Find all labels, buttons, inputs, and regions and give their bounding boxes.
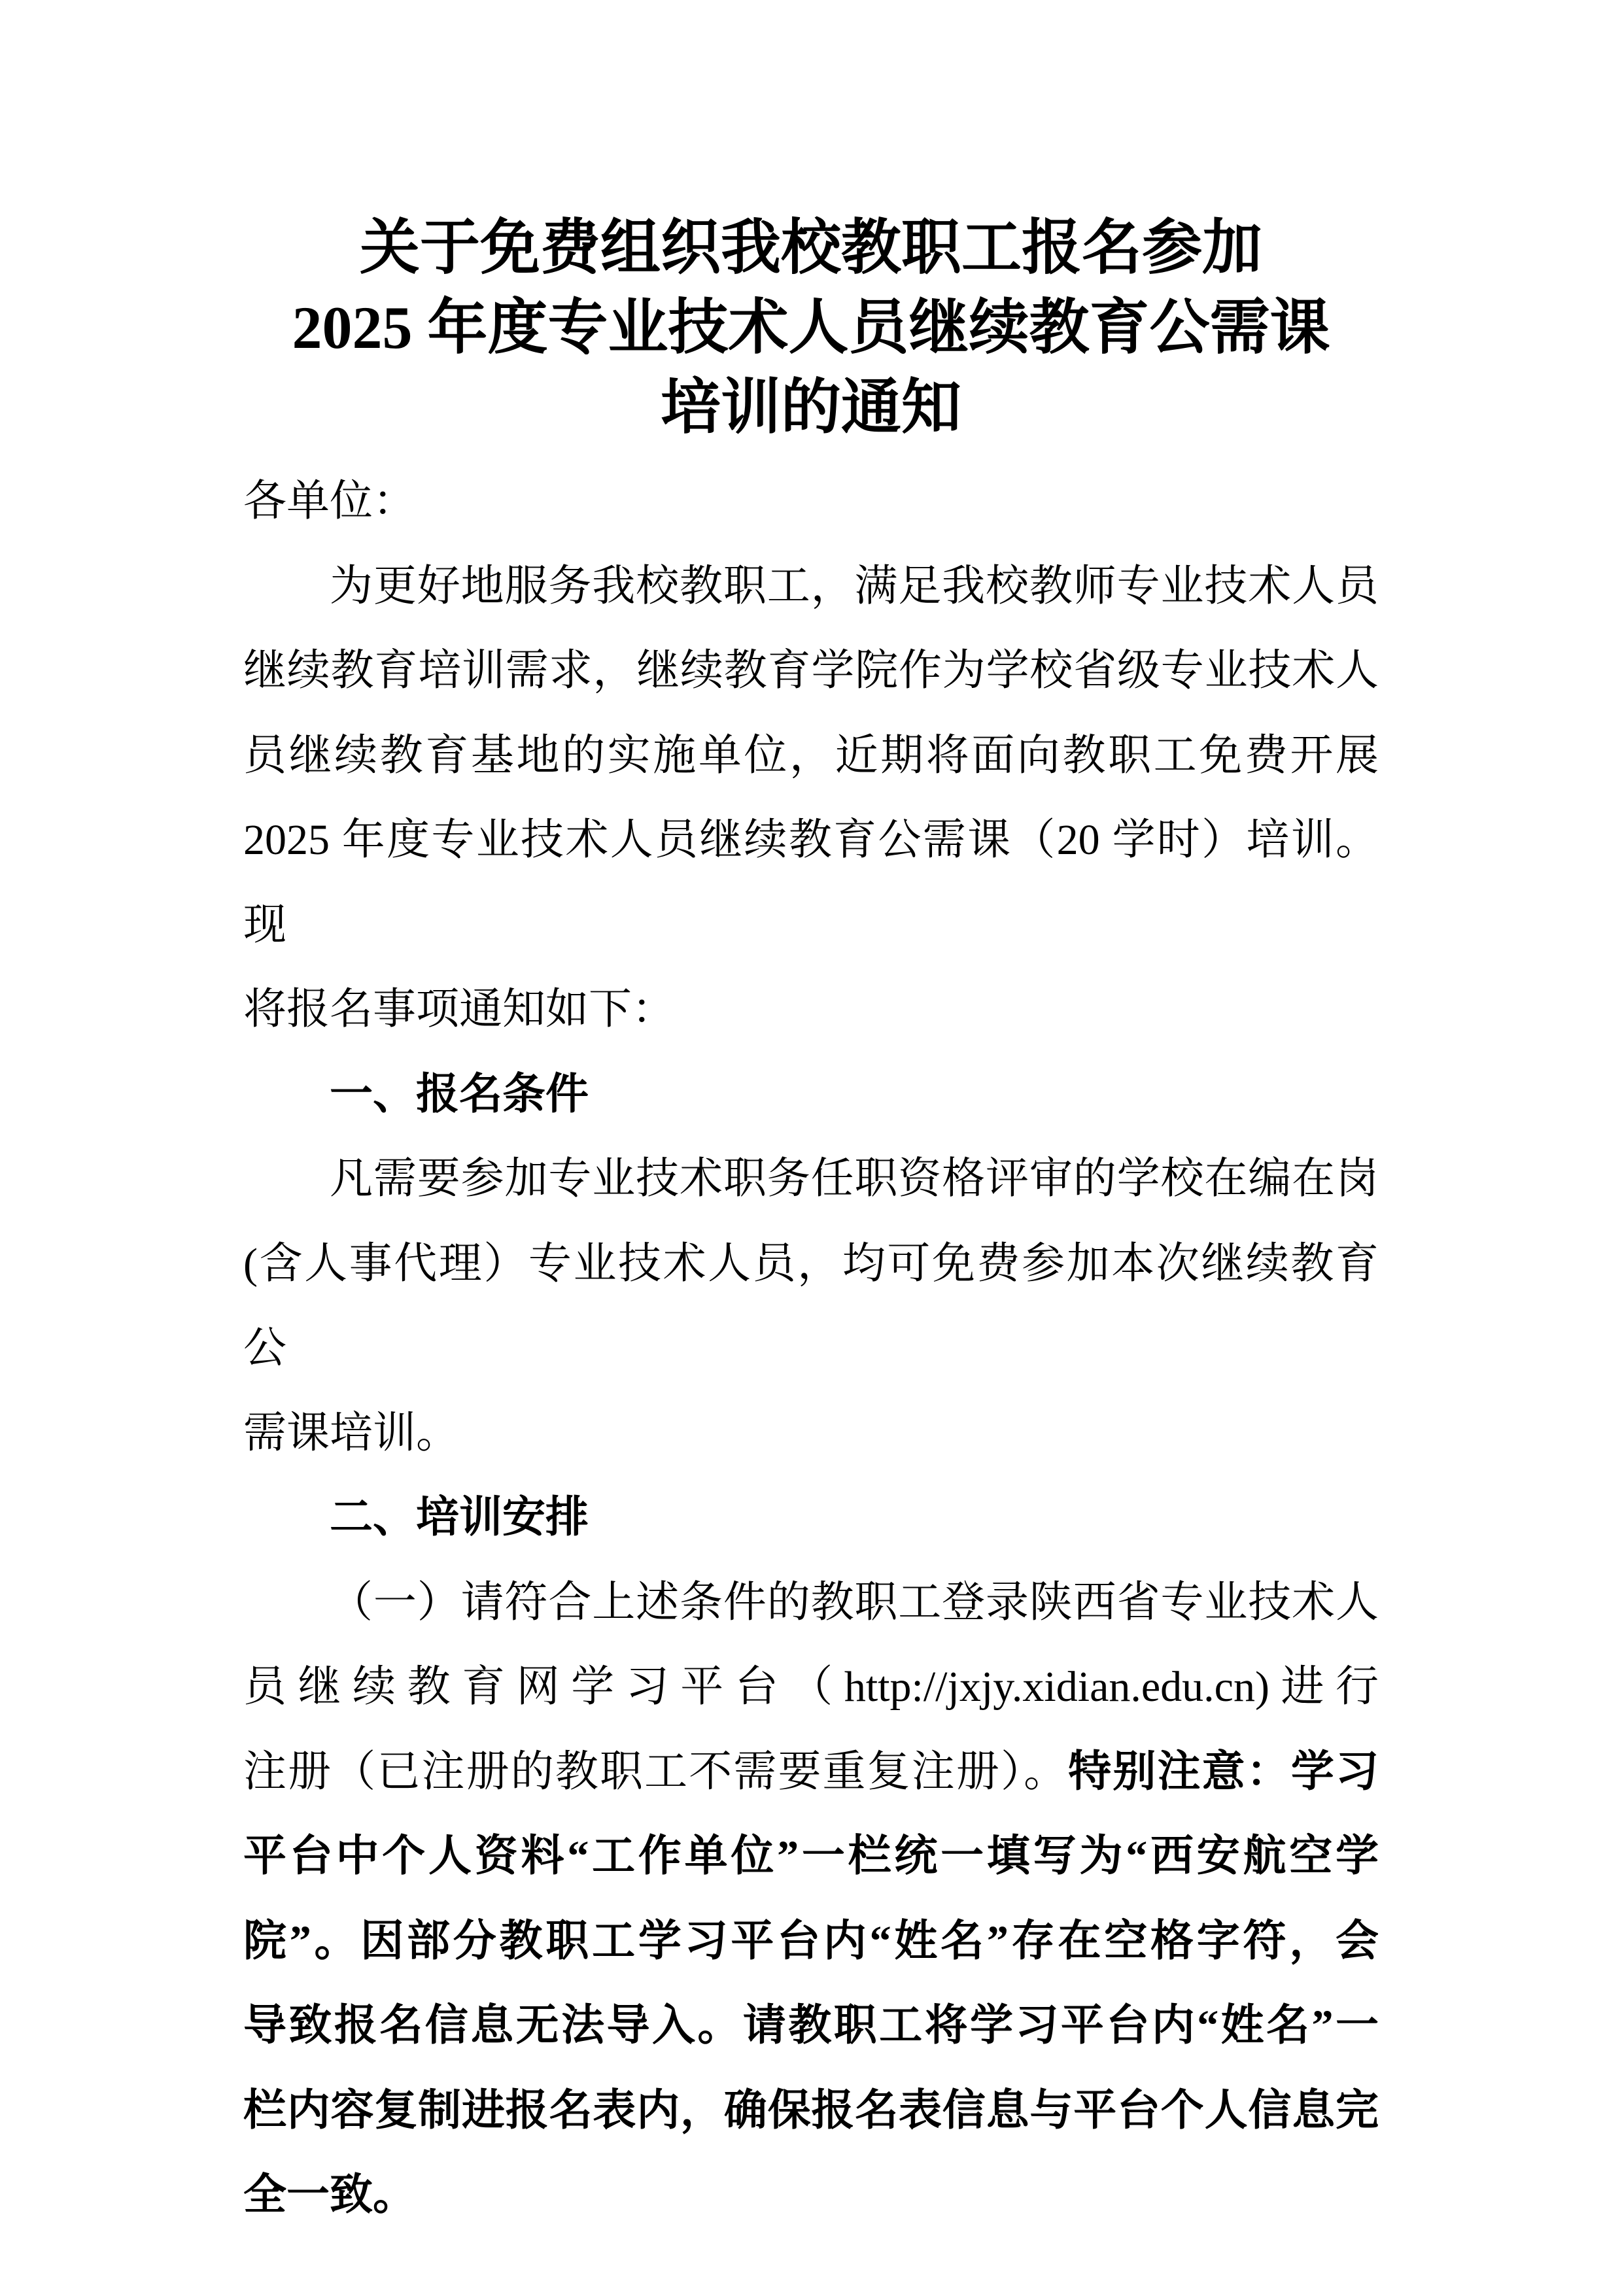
text-run: 将报名事项通知如下： — [243, 985, 675, 1033]
para3-line5 — [243, 1899, 1379, 1984]
bold-text-run: 院”。因部分教职工学习平台内“姓名”存在空格字符，会 — [243, 1917, 1379, 1965]
text-run: 各单位： — [243, 477, 416, 525]
para2-line1 — [243, 1137, 1379, 1222]
para2-line3 — [243, 1391, 1379, 1476]
para2-line2 — [243, 1222, 1379, 1391]
bold-text-run: 一、报名条件 — [330, 1070, 589, 1118]
text-run: 继续教育培训需求，继续教育学院作为学校省级专业技术人 — [243, 647, 1379, 694]
text-run: 员继续教育网学习平台（http://jxjy.xidian.edu.cn)进行 — [243, 1663, 1379, 1711]
bold-text-run: 导致报名信息无法导入。请教职工将学习平台内“姓名”一 — [243, 2002, 1379, 2049]
para3-line6 — [243, 1983, 1379, 2068]
bold-text-run: 栏内容复制进报名表内，确保报名表信息与平台个人信息完 — [243, 2086, 1379, 2134]
section2-heading — [243, 1475, 1379, 1560]
title-line-2: 2025 年度专业技术人员继续教育公需课 — [292, 294, 1330, 361]
document-body — [243, 459, 1379, 2238]
para3-line4 — [243, 1814, 1379, 1899]
para3-line7 — [243, 2068, 1379, 2153]
text-run: 为更好地服务我校教职工，满足我校教师专业技术人员 — [330, 562, 1379, 610]
para1-line2 — [243, 628, 1379, 713]
bold-text-run: 全一致。 — [243, 2171, 416, 2219]
para1-line4 — [243, 798, 1379, 967]
bold-text-run: 特别注意：学习 — [1068, 1747, 1379, 1796]
text-run: (含人事代理）专业技术人员，均可免费参加本次继续教育公 — [243, 1239, 1379, 1372]
para3-line8 — [243, 2153, 1379, 2238]
text-run: 凡需要参加专业技术职务任职资格评审的学校在编在岗 — [330, 1155, 1379, 1203]
para1-line5 — [243, 967, 1379, 1052]
bold-text-run: 二、培训安排 — [330, 1494, 589, 1541]
title-line-1: 关于免费组织我校教职工报名参加 — [359, 214, 1262, 281]
text-run: （一）请符合上述条件的教职工登录陕西省专业技术人 — [330, 1578, 1379, 1626]
section1-heading — [243, 1052, 1379, 1137]
document-title — [0, 0, 1622, 447]
para1-line1 — [243, 544, 1379, 629]
salutation-line — [243, 459, 1379, 544]
para1-line3 — [243, 713, 1379, 798]
text-run: 2025 年度专业技术人员继续教育公需课（20 学时）培训。现 — [243, 816, 1379, 949]
para3-line2 — [243, 1645, 1379, 1730]
para3-line3 — [243, 1730, 1379, 1815]
text-run: 需课培训。 — [243, 1409, 459, 1457]
bold-text-run: 平台中个人资料“工作单位”一栏统一填写为“西安航空学 — [243, 1832, 1379, 1880]
text-run: 注册（已注册的教职工不需要重复注册）。 — [243, 1747, 1069, 1796]
para3-line1 — [243, 1560, 1379, 1645]
title-line-3: 培训的通知 — [660, 374, 961, 441]
text-run: 员继续教育基地的实施单位，近期将面向教职工免费开展 — [243, 731, 1379, 780]
